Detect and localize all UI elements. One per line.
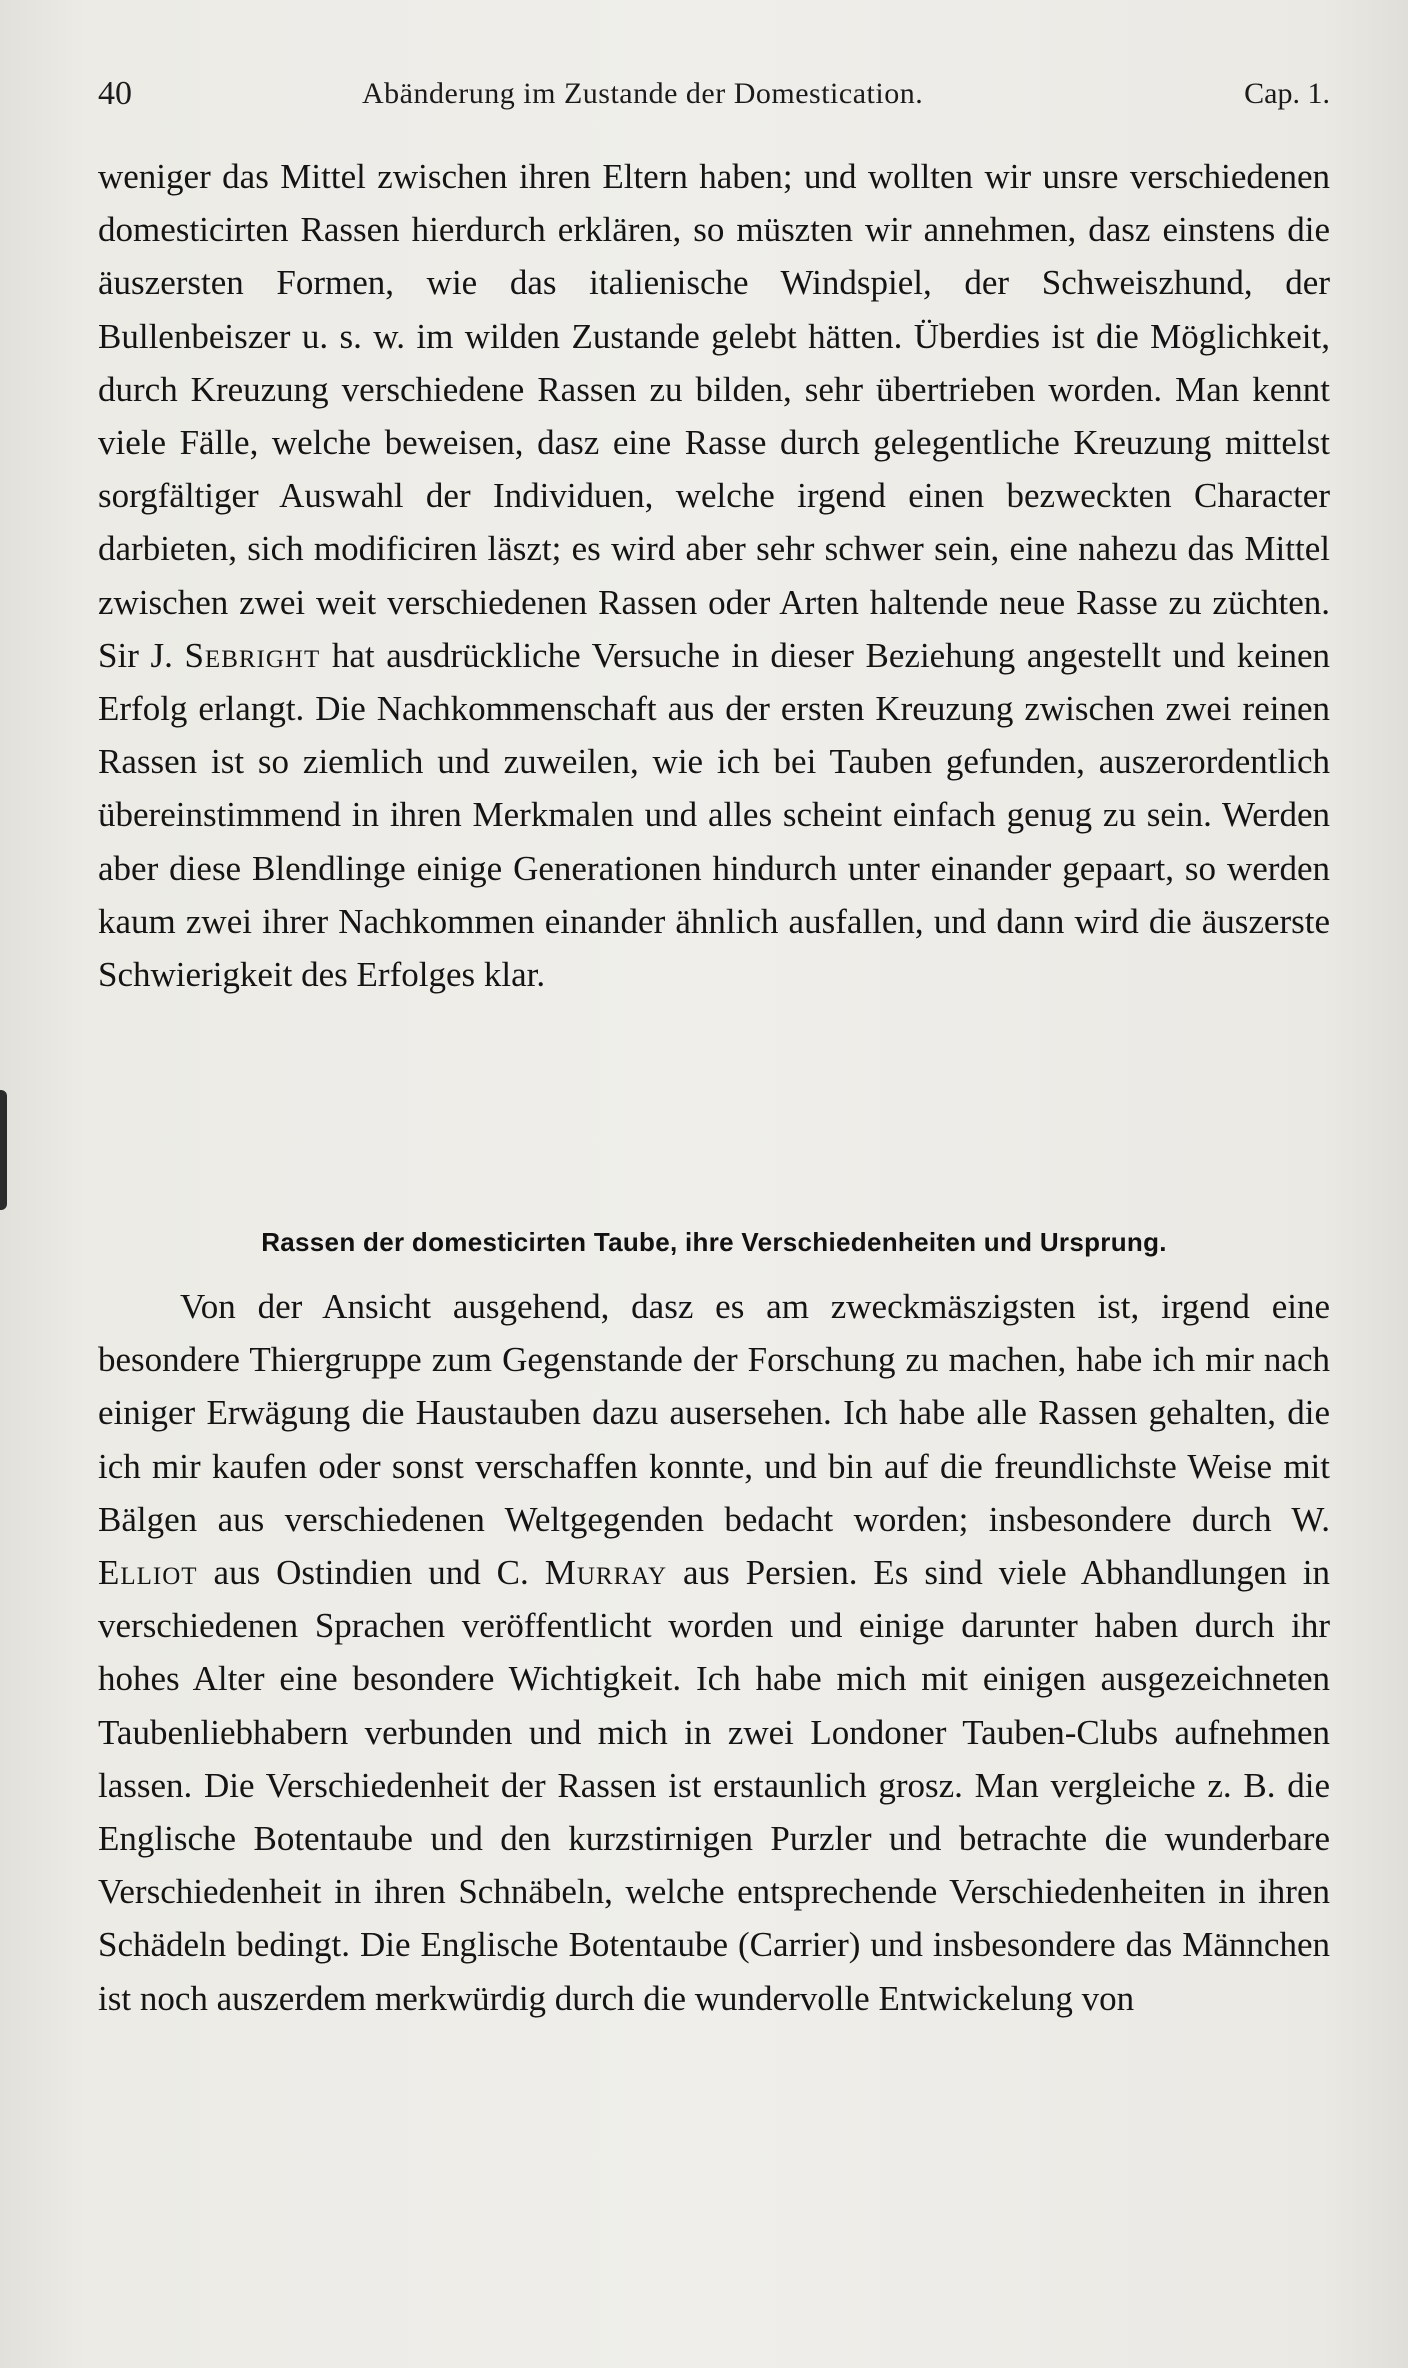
paragraph-1-text-a: weniger das Mittel zwischen ihren Eltern haben; und wollten wir unsre verschiedenen domesticirten Rassen hierdurch erklären, so müszten wir annehmen, dasz einstens die äuszersten Formen, wie das italienische Windspiel, der Schweiszhund, der Bullenbeiszer u. s. w. im wilden Zustande gelebt hätten. Überdies ist die Möglichkeit, durch Kreuzung verschiedene Rassen zu bilden, sehr übertrieben worden. Man kennt viele Fälle, welche beweisen, dasz eine Rasse durch gelegentliche Kreuzung mittelst sorgfältiger Auswahl der Individuen, welche irgend einen bezweckten Character darbieten, sich modificiren läszt; es wird aber sehr schwer sein, eine nahezu das Mittel zwischen zwei weit verschiedenen Rassen oder Arten haltende neue Rasse zu züchten. Sir J. (98, 157, 1330, 675)
section-heading: Rassen der domesticirten Taube, ihre Verschiedenheiten und Ursprung. (261, 1227, 1167, 1257)
paragraph-2-text-a: Von der Ansicht ausgehend, dasz es am zweckmäszigsten ist, irgend eine besondere Thiergruppe zum Gegenstande der Forschung zu machen, habe ich mir nach einiger Erwägung die Haustauben dazu ausersehen. Ich habe alle Rassen gehalten, die ich mir kaufen oder sonst verschaffen konnte, und bin auf die freundlichste Weise mit Bälgen aus verschiedenen Weltgegenden bedacht worden; insbesondere durch W. (98, 1287, 1330, 1539)
paragraph-2-text-b: aus Ostindien und C. (197, 1553, 545, 1593)
page-number: 40 (98, 75, 132, 112)
running-title: Abänderung im Zustande der Domestication. (362, 77, 924, 110)
paragraph-2 (98, 1280, 1330, 2025)
chapter-label: Cap. 1. (1244, 77, 1330, 110)
page-edge-shadow (0, 1090, 7, 1210)
running-header (98, 68, 1330, 120)
paragraph-1-text-b: hat ausdrückliche Versuche in dieser Beziehung angestellt und keinen Erfolg erlangt. Die Nachkommenschaft aus der ersten Kreuzung zwischen zwei reinen Rassen ist so ziemlich und zuweilen, wie ich bei Tauben gefunden, auszerordentlich übereinstimmend in ihren Merkmalen und alles scheint einfach genug zu sein. Werden aber diese Blendlinge einige Generationen hindurch unter einander gepaart, so werden kaum zwei ihrer Nachkommen einander ähnlich ausfallen, und dann wird die äuszerste Schwierigkeit des Erfolges klar. (98, 635, 1330, 995)
author-name-murray: Murray (544, 1553, 668, 1593)
author-name-sebright: Sebright (184, 635, 321, 675)
paragraph-2-text-c: aus Persien. Es sind viele Abhandlungen in verschiedenen Sprachen veröffentlicht worden und einige darunter haben durch ihr hohes Alter eine besondere Wichtigkeit. Ich habe mich mit einigen ausgezeichneten Taubenliebhabern verbunden und mich in zwei Londoner Tauben-Clubs aufnehmen lassen. Die Verschiedenheit der Rassen ist erstaunlich grosz. Man vergleiche z. B. die Englische Botentaube und den kurzstirnigen Purzler und betrachte die wunderbare Verschiedenheit in ihren Schnäbeln, welche entsprechende Verschiedenheiten in ihren Schädeln bedingt. Die Englische Botentaube (Carrier) und insbesondere das Männchen ist noch auszerdem merkwürdig durch die wundervolle Entwickelung von (98, 1553, 1330, 2018)
author-name-elliot: Elliot (98, 1553, 198, 1593)
paragraph-1 (98, 150, 1330, 1001)
